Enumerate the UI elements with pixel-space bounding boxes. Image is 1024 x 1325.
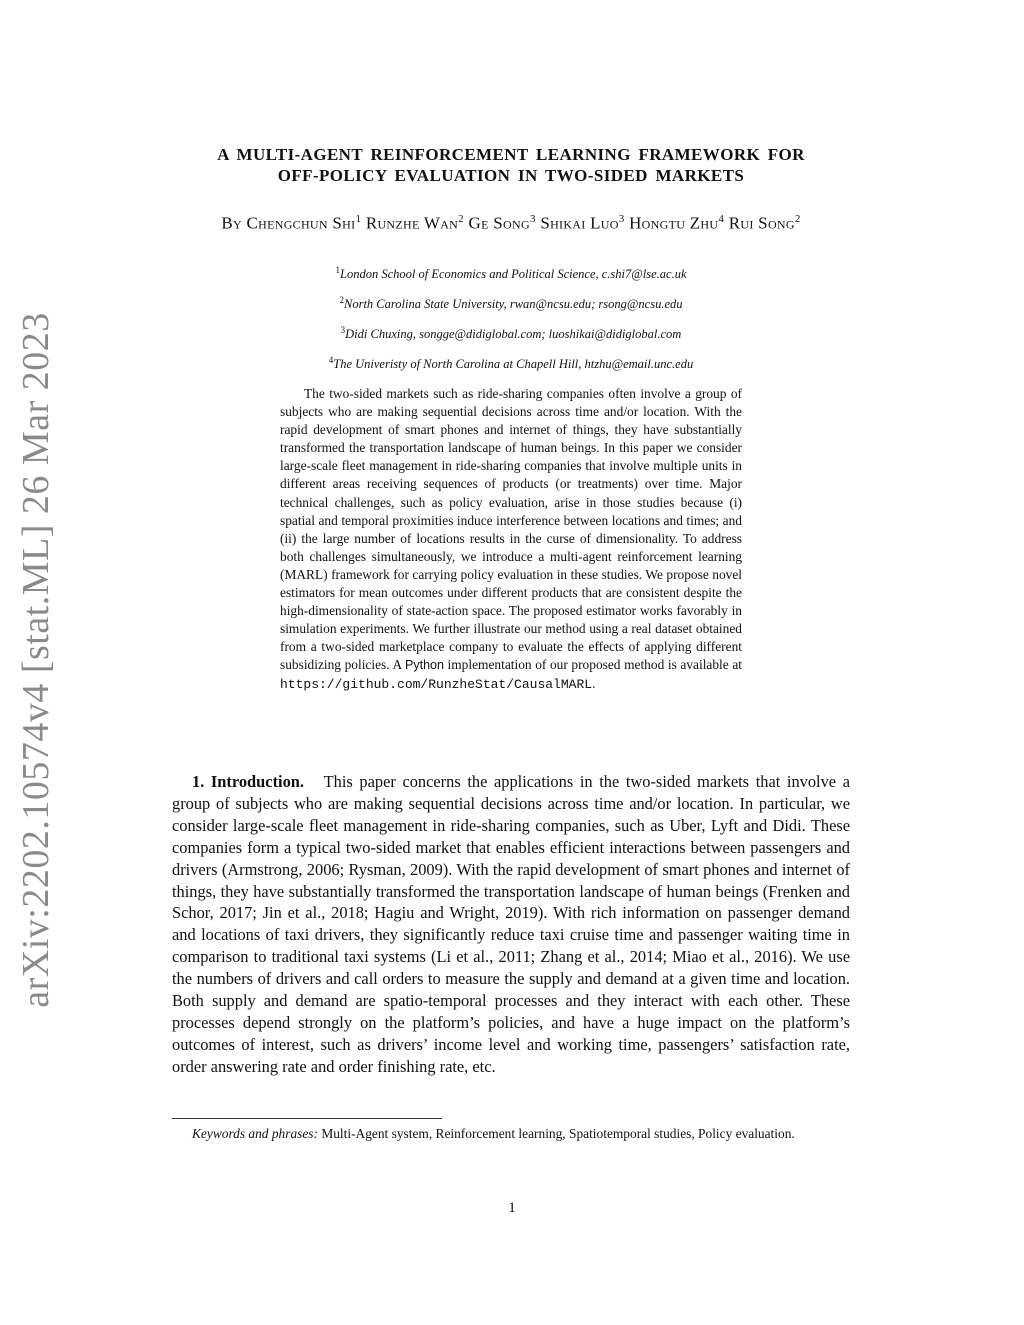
affiliation-mark: 4: [328, 355, 334, 365]
author-name: Chengchun Shi: [246, 213, 356, 233]
affiliation-4: [170, 352, 852, 372]
affiliation-text: Didi Chuxing, songge@didiglobal.com; luoshikai@didiglobal.com: [345, 327, 682, 342]
introduction-text: This paper concerns the applications in the two-sided markets that involve a group of subjects who are making sequential decisions across time and/or location. In particular, we consider large-scale fleet management in ride-sharing companies, such as Uber, Lyft and Didi. These companies form a typical two-sided market that enables efficient interactions between passengers and drivers (Armstrong, 2006; Rysman, 2009). With the rapid development of smart phones and internet of things, they have substantially transformed the transportation landscape of human beings (Frenken and Schor, 2017; Jin et al., 2018; Hagiu and Wright, 2019). With rich information on passenger demand and locations of taxi drivers, they significantly reduce taxi cruise time and passenger waiting time in comparison to traditional taxi systems (Li et al., 2011; Zhang et al., 2014; Miao et al., 2016). We use the numbers of drivers and call orders to measure the supply and demand at a given time and location. Both supply and demand are spatio-temporal processes and they interact with each other. These processes depend strongly on the platform’s policies, and have a huge impact on the platform’s outcomes of interest, such as drivers’ income level and working time, passengers’ satisfaction rate, order answering rate and order finishing rate, etc.: [172, 772, 850, 1076]
author-affiliation-mark: 3: [618, 213, 625, 225]
abstract-end-punctuation: .: [592, 675, 596, 691]
affiliation-3: [170, 322, 852, 342]
title-line-2: OFF-POLICY EVALUATION IN TWO-SIDED MARKETS: [277, 166, 745, 185]
keywords-footnote: [172, 1125, 850, 1143]
affiliation-2: [170, 292, 852, 312]
title-line-1: A MULTI-AGENT REINFORCEMENT LEARNING FRAMEWORK FOR: [217, 145, 805, 164]
affiliation-mark: 1: [335, 265, 340, 275]
section-heading: 1. Introduction.: [192, 772, 304, 791]
author-affiliation-mark: 2: [794, 213, 801, 225]
keywords-text: Multi-Agent system, Reinforcement learning, Spatiotemporal studies, Policy evaluation.: [321, 1126, 795, 1141]
affiliation-text: The Univeristy of North Carolina at Chapell Hill, htzhu@email.unc.edu: [333, 357, 694, 372]
affiliation-mark: 2: [339, 295, 344, 305]
author-name: Ge Song: [468, 213, 530, 233]
affiliation-text: London School of Economics and Political Science, c.shi7@lse.ac.uk: [340, 267, 687, 282]
author-affiliation-mark: 2: [458, 213, 464, 225]
affiliation-mark: 3: [340, 325, 346, 335]
introduction-section: [172, 771, 850, 1078]
code-repository-link[interactable]: https://github.com/RunzheStat/CausalMARL: [280, 676, 593, 692]
arxiv-identifier-stamp: arXiv:2202.10574v4 [stat.ML] 26 Mar 2023: [15, 312, 57, 1008]
author-name: Rui Song: [728, 213, 795, 233]
affiliation-text: North Carolina State University, rwan@ncsu.edu; rsong@ncsu.edu: [344, 297, 683, 312]
paper-title: [170, 144, 852, 186]
author-affiliation-mark: 3: [529, 213, 536, 225]
footnote-divider: [172, 1118, 442, 1119]
author-affiliation-mark: 1: [355, 213, 362, 225]
author-name: Runzhe Wan: [365, 213, 459, 233]
author-by: By: [221, 213, 242, 233]
abstract: [280, 385, 742, 694]
author-list: [170, 207, 852, 236]
author-name: Hongtu Zhu: [629, 213, 719, 233]
keywords-label: Keywords and phrases:: [192, 1126, 318, 1141]
abstract-text: The two-sided markets such as ride-sharing companies often involve a group of subjects who are making sequential decisions across time and/or location. With the rapid development of smart phones and internet of things, they have substantially transformed the transportation landscape of human beings. In this paper we consider large-scale fleet management in ride-sharing companies that involve multiple units in different areas receiving sequences of products (or treatments) over time. Major technical challenges, such as policy evaluation, arise in those studies because (i) spatial and temporal proximities induce interference between locations and times; and (ii) the large number of locations results in the curse of dimensionality. To address both challenges simultaneously, we introduce a multi-agent reinforcement learning (MARL) framework for carrying policy evaluation in these studies. We propose novel estimators for mean outcomes under different products that are consistent despite the high-dimensionality of state-action space. The proposed estimator works favorably in simulation experiments. We further illustrate our method using a real dataset obtained from a two-sided marketplace company to evaluate the effects of applying different subsidizing policies. A: [280, 386, 742, 673]
page-number: 1: [508, 1200, 516, 1216]
author-name: Shikai Luo: [540, 213, 619, 233]
affiliation-1: [170, 262, 852, 282]
abstract-text-continued: implementation of our proposed method is available at: [447, 657, 742, 673]
abstract-language-name: Python: [405, 658, 444, 673]
author-affiliation-mark: 4: [718, 213, 725, 225]
